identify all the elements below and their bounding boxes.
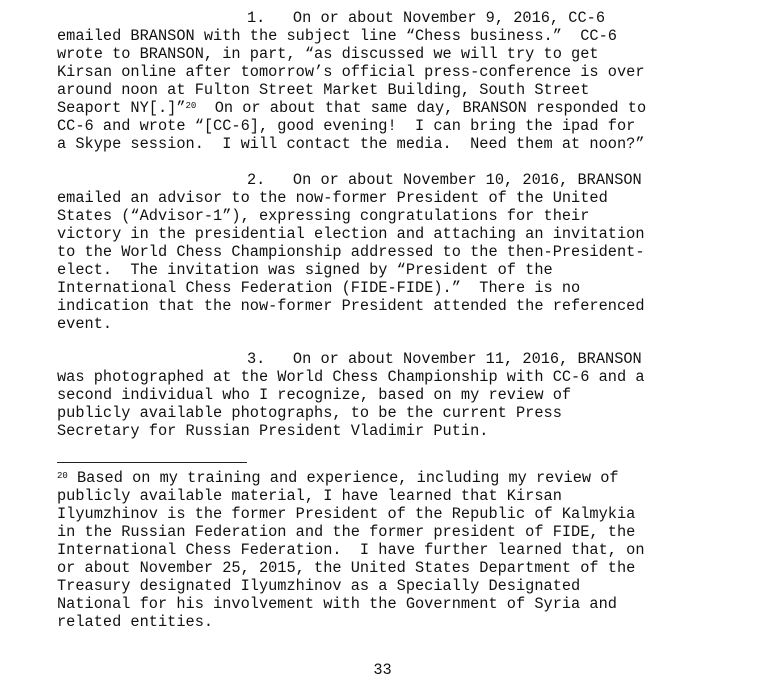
paragraph-3-line: On or about November 11, 2016, BRANSON bbox=[292, 350, 642, 368]
paragraph-2-line: to the World Chess Championship addressed to the then-President- bbox=[57, 243, 645, 261]
paragraph-1-line: On or about November 9, 2016, CC-6 bbox=[292, 9, 606, 27]
footnote-line: International Chess Federation. I have further learned that, on bbox=[57, 541, 645, 559]
paragraph-2-line: indication that the now-former President attended the referenced bbox=[57, 297, 645, 315]
paragraph-1-line bbox=[57, 100, 646, 118]
footnote-line: Based on my training and experience, including my review of bbox=[77, 469, 619, 487]
paragraph-2-first-line bbox=[247, 172, 642, 190]
paragraph-2-line: elect. The invitation was signed by “President of the bbox=[57, 261, 553, 279]
paragraph-3-line: Secretary for Russian President Vladimir Putin. bbox=[57, 422, 489, 440]
footnote-line: publicly available material, I have learned that Kirsan bbox=[57, 487, 562, 505]
footnote-line: Ilyumzhinov is the former President of the Republic of Kalmykia bbox=[57, 505, 636, 523]
paragraph-2-line: victory in the presidential election and attaching an invitation bbox=[57, 225, 645, 243]
footnote-separator bbox=[57, 462, 247, 463]
paragraph-2-line: States (“Advisor-1”), expressing congratulations for their bbox=[57, 207, 590, 225]
paragraph-2-number: 2. bbox=[247, 171, 266, 189]
paragraph-2-line: event. bbox=[57, 315, 113, 333]
paragraph-2-line: International Chess Federation (FIDE-FIDE).” There is no bbox=[57, 279, 581, 297]
paragraph-3-line: second individual who I recognize, based on my review of bbox=[57, 386, 572, 404]
footnote-first-line bbox=[57, 470, 619, 488]
page-number: 33 bbox=[373, 661, 392, 679]
paragraph-2-line: emailed an advisor to the now-former President of the United bbox=[57, 189, 608, 207]
footnote-line: in the Russian Federation and the former president of FIDE, the bbox=[57, 523, 636, 541]
paragraph-2-line: On or about November 10, 2016, BRANSON bbox=[292, 171, 642, 189]
paragraph-1-line: a Skype session. I will contact the media. Need them at noon?” bbox=[57, 135, 645, 153]
footnote-line: or about November 25, 2015, the United States Department of the bbox=[57, 559, 636, 577]
paragraph-3-number: 3. bbox=[247, 350, 266, 368]
paragraph-1-line: emailed BRANSON with the subject line “Chess business.” CC-6 bbox=[57, 27, 617, 45]
paragraph-3-line: was photographed at the World Chess Championship with CC-6 and a bbox=[57, 368, 645, 386]
paragraph-1-line: around noon at Fulton Street Market Building, South Street bbox=[57, 81, 590, 99]
footnote-line: related entities. bbox=[57, 613, 214, 631]
footnote-line: Treasury designated Ilyumzhinov as a Specially Designated bbox=[57, 577, 581, 595]
paragraph-1-line-text: Seaport NY[.]” bbox=[57, 99, 186, 117]
footnote-number: 20 bbox=[57, 471, 68, 481]
footnote-line: National for his involvement with the Government of Syria and bbox=[57, 595, 617, 613]
paragraph-1-line-text: On or about that same day, BRANSON responded to bbox=[214, 99, 647, 117]
paragraph-3-line: publicly available photographs, to be the current Press bbox=[57, 404, 562, 422]
paragraph-3-first-line bbox=[247, 351, 642, 369]
paragraph-1-line: CC-6 and wrote “[CC-6], good evening! I can bring the ipad for bbox=[57, 117, 636, 135]
paragraph-1-line: wrote to BRANSON, in part, “as discussed we will try to get bbox=[57, 45, 599, 63]
paragraph-1-line: Kirsan online after tomorrow’s official press-conference is over bbox=[57, 63, 645, 81]
paragraph-1-number: 1. bbox=[247, 9, 266, 27]
footnote-reference: 20 bbox=[185, 101, 197, 111]
paragraph-1-first-line bbox=[247, 10, 605, 28]
